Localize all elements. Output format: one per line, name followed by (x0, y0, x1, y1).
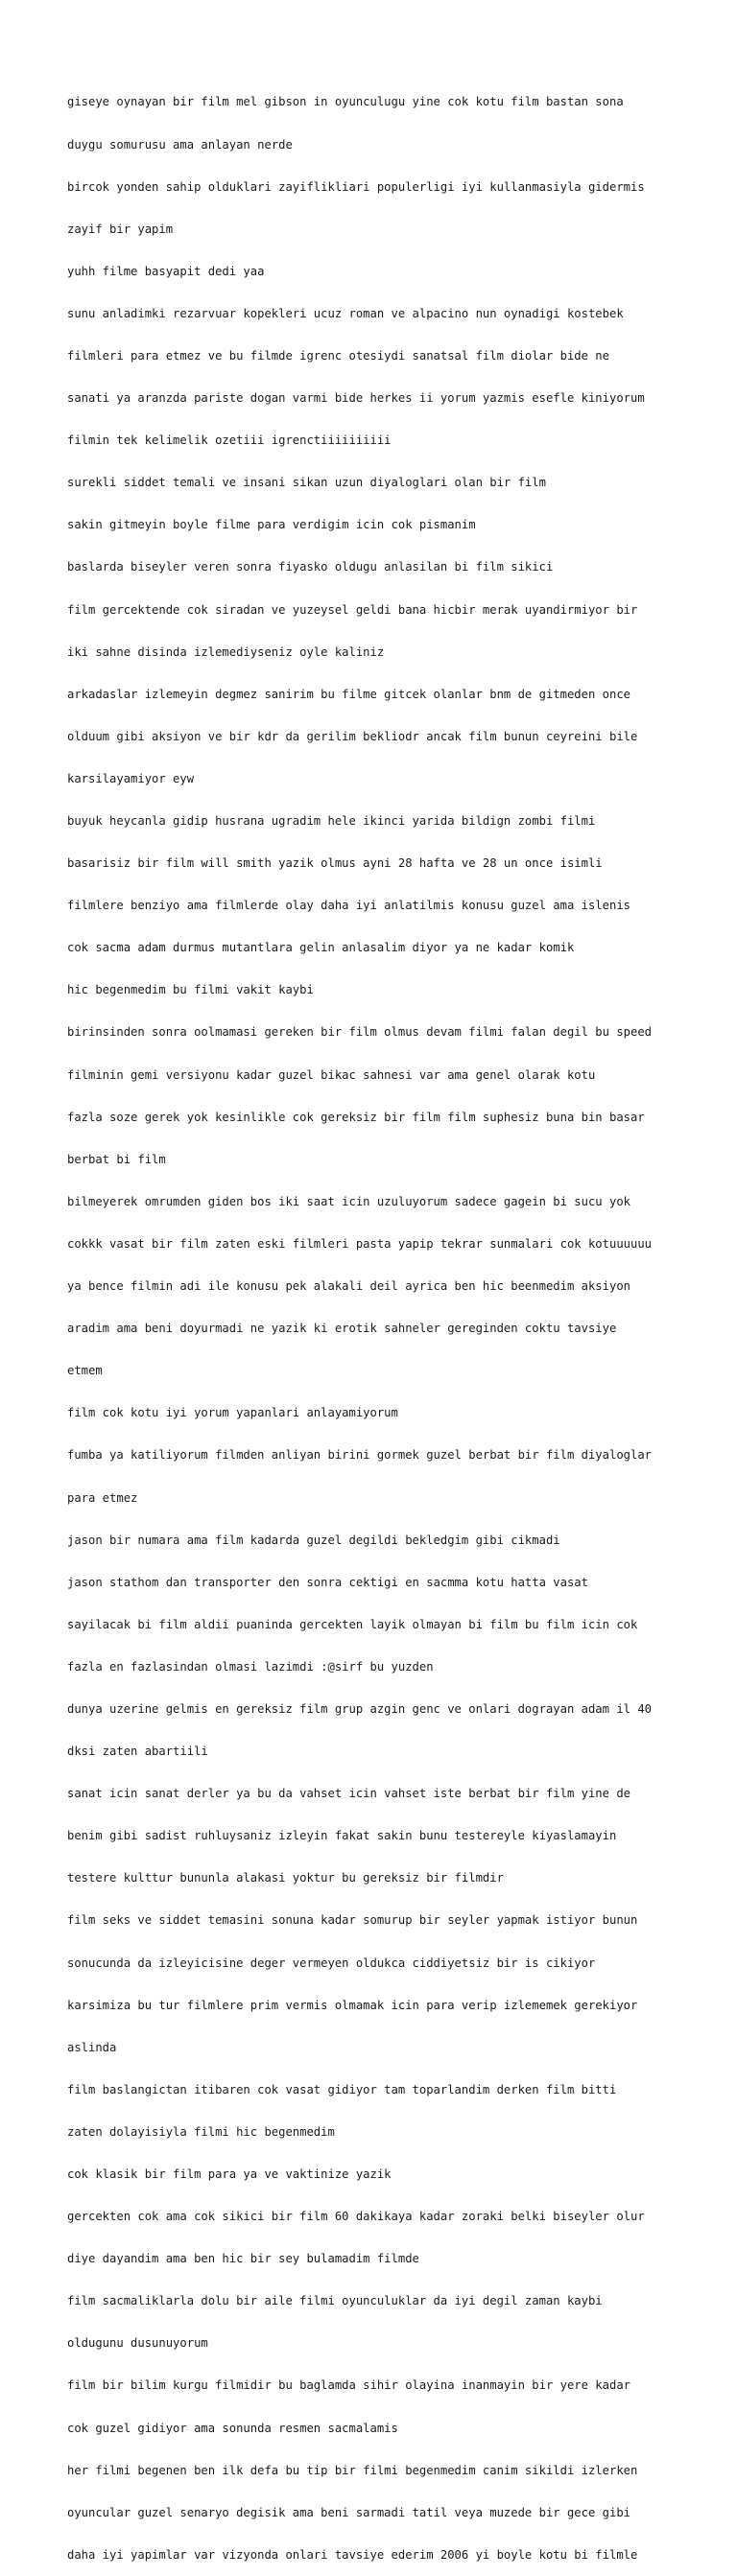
text-line: fumba ya katiliyorum filmden anliyan birini gormek guzel berbat bir film diyaloglar (67, 1448, 653, 1463)
text-line: cok klasik bir film para ya ve vaktinize yazik (67, 2167, 392, 2181)
text-line: zaten dolayisiyla filmi hic begenmedim (67, 2124, 335, 2139)
text-line: oyuncular guzel senaryo degisik ama beni sarmadi tatil veya muzede bir gece gibi (67, 2505, 630, 2519)
text-line: para etmez (67, 1490, 138, 1505)
text-line: dksi zaten abartiili (67, 1745, 208, 1759)
text-line: filminin gemi versiyonu kadar guzel bikac sahnesi var ama genel olarak kotu (67, 1067, 596, 1082)
text-line: bircok yonden sahip olduklari zayiflikliari populerligi iyi kullanmasiyla gidermis (67, 179, 645, 194)
text-line: berbat bi film (67, 1152, 166, 1166)
text-line: cok guzel gidiyor ama sonunda resmen sacmalamis (67, 2421, 398, 2435)
text-line: cokkk vasat bir film zaten eski filmleri pasta yapip tekrar sunmalari cok kotuuuuuu (67, 1236, 653, 1251)
text-line: duygu somurusu ama anlayan nerde (67, 137, 293, 152)
text-line: film bir bilim kurgu filmidir bu baglamda sihir olayina inanmayin bir yere kadar (67, 2378, 630, 2393)
text-line: film baslangictan itibaren cok vasat gidiyor tam toparlandim derken film bitti (67, 2082, 617, 2096)
text-line: sonucunda da izleyicisine deger vermeyen oldukca ciddiyetsiz bir is cikiyor (67, 1955, 596, 1970)
text-line: dunya uzerine gelmis en gereksiz film grup azgin genc ve onlari dograyan adam il 40 (67, 1701, 653, 1716)
text-line: buyuk heycanla gidip husrana ugradim hele ikinci yarida bildign zombi filmi (67, 814, 596, 828)
text-line: filmleri para etmez ve bu filmde igrenc otesiydi sanatsal film diolar bide ne (67, 348, 609, 363)
text-line: olduum gibi aksiyon ve bir kdr da gerilim bekliodr ancak film bunun ceyreini bile (67, 729, 638, 743)
text-line: sanat icin sanat derler ya bu da vahset icin vahset iste berbat bir film yine de (67, 1787, 630, 1801)
text-line: aradim ama beni doyurmadi ne yazik ki erotik sahneler gereginden coktu tavsiye (67, 1322, 617, 1336)
text-line: gercekten cok ama cok sikici bir film 60 dakikaya kadar zoraki belki biseyler olur (67, 2210, 645, 2224)
text-line: filmlere benziyo ama filmlerde olay daha iyi anlatilmis konusu guzel ama islenis (67, 899, 630, 913)
text-line: film gercektende cok siradan ve yuzeysel geldi bana hicbir merak uyandirmiyor bir (67, 602, 638, 617)
document-body (67, 67, 701, 2576)
text-line: karsilayamiyor eyw (67, 771, 195, 785)
text-line: diye dayandim ama ben hic bir sey bulamadim filmde (67, 2252, 419, 2266)
text-line: oldugunu dusunuyorum (67, 2336, 208, 2351)
text-line: benim gibi sadist ruhluysaniz izleyin fakat sakin bunu testereyle kiyaslamayin (67, 1829, 617, 1843)
text-line: bilmeyerek omrumden giden bos iki saat icin uzuluyorum sadece gagein bi sucu yok (67, 1194, 630, 1208)
text-line: etmem (67, 1364, 103, 1378)
text-line: film sacmaliklarla dolu bir aile filmi oyunculuklar da iyi degil zaman kaybi (67, 2294, 603, 2308)
text-line: jason bir numara ama film kadarda guzel degildi bekledgim gibi cikmadi (67, 1533, 560, 1547)
text-line: karsimiza bu tur filmlere prim vermis olmamak icin para verip izlememek gerekiyor (67, 1998, 638, 2012)
text-line: testere kulttur bununla alakasi yoktur bu gereksiz bir filmdir (67, 1871, 504, 1885)
text-line: daha iyi yapimlar var vizyonda onlari tavsiye ederim 2006 yi boyle kotu bi filmle (67, 2547, 638, 2562)
text-line: sayilacak bi film aldii puaninda gercekten layik olmayan bi film bu film icin cok (67, 1617, 638, 1631)
text-line: sakin gitmeyin boyle filme para verdigim icin cok pismanim (67, 518, 476, 532)
text-line: sunu anladimki rezarvuar kopekleri ucuz roman ve alpacino nun oynadigi kostebek (67, 306, 624, 320)
text-line: iki sahne disinda izlemediyseniz oyle kaliniz (67, 644, 385, 659)
text-line: surekli siddet temali ve insani sikan uzun diyaloglari olan bir film (67, 476, 546, 490)
text-line: jason stathom dan transporter den sonra cektigi en sacmma kotu hatta vasat (67, 1575, 588, 1589)
text-line: her filmi begenen ben ilk defa bu tip bir filmi begenmedim canim sikildi izlerken (67, 2463, 638, 2477)
text-line: sanati ya aranzda pariste dogan varmi bide herkes ii yorum yazmis esefle kiniyorum (67, 391, 645, 406)
text-line: ya bence filmin adi ile konusu pek alakali deil ayrica ben hic beenmedim aksiyon (67, 1279, 630, 1294)
text-line: fazla soze gerek yok kesinlikle cok gereksiz bir film film suphesiz buna bin basar (67, 1110, 645, 1124)
text-line: film cok kotu iyi yorum yapanlari anlayamiyorum (67, 1406, 398, 1420)
text-line: basarisiz bir film will smith yazik olmus ayni 28 hafta ve 28 un once isimli (67, 856, 603, 871)
text-line: aslinda (67, 2040, 117, 2054)
text-line: giseye oynayan bir film mel gibson in oyunculugu yine cok kotu film bastan sona (67, 95, 624, 109)
text-line: baslarda biseyler veren sonra fiyasko oldugu anlasilan bi film sikici (67, 560, 554, 574)
text-line: zayif bir yapim (67, 222, 174, 236)
text-line: cok sacma adam durmus mutantlara gelin anlasalim diyor ya ne kadar komik (67, 941, 575, 955)
text-line: yuhh filme basyapit dedi yaa (67, 264, 265, 278)
text-line: filmin tek kelimelik ozetiii igrenctiiiiiiiiii (67, 433, 392, 448)
text-line: film seks ve siddet temasini sonuna kadar somurup bir seyler yapmak istiyor bunun (67, 1913, 638, 1928)
text-line: arkadaslar izlemeyin degmez sanirim bu filme gitcek olanlar bnm de gitmeden once (67, 687, 630, 701)
text-line: birinsinden sonra oolmamasi gereken bir film olmus devam filmi falan degil bu speed (67, 1025, 653, 1040)
text-line: fazla en fazlasindan olmasi lazimdi :@sirf bu yuzden (67, 1659, 434, 1674)
text-line: hic begenmedim bu filmi vakit kaybi (67, 983, 314, 997)
